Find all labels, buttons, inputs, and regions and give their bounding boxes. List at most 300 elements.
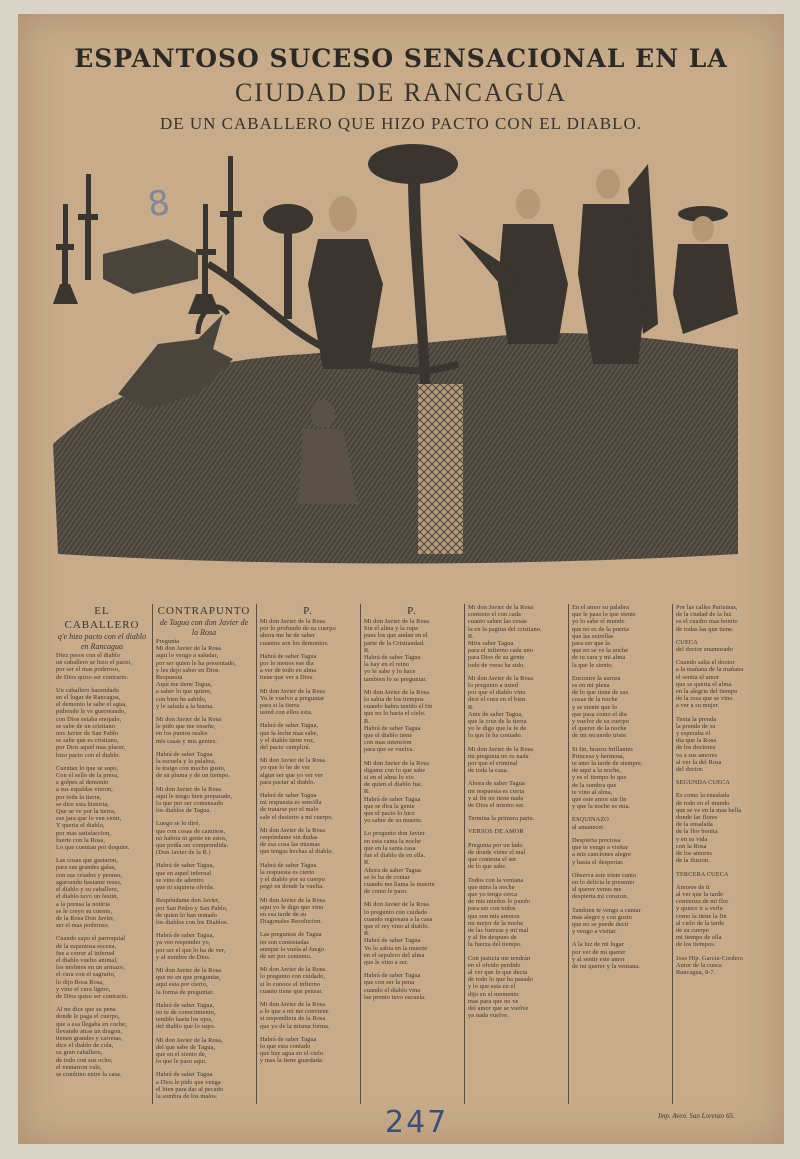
verse-line: yo lo sabe el mundo [572, 618, 625, 626]
verse-line: y vengo a visitar. [572, 928, 617, 936]
verse-line: la sombra de los malos. [156, 1092, 218, 1100]
verse-line: te vino al alma, [572, 788, 613, 796]
verse-line: su gran caballero, [56, 1049, 103, 1057]
verse-line: R. [364, 859, 370, 867]
verse-line: el sentia el amor [676, 673, 720, 681]
verse-line: Habrá de saber Tagua [260, 652, 317, 660]
verse-line: el diablo y su caballero, [56, 886, 119, 894]
verse-line: cuando regresara a la casa [364, 915, 433, 923]
verse-line: Habrá de saber Tagua [156, 750, 213, 758]
verse-line: dice el diablo de cola, [56, 1042, 114, 1050]
verse-line: y quiero ir a verla [676, 905, 723, 913]
verse-line: de donde viene el mal [468, 848, 526, 856]
verse-line: Cuando salia el doctor [676, 659, 735, 667]
verse-line: cuanto saben las cosas [468, 618, 527, 626]
verse-line: en los puntos reales [156, 730, 208, 738]
verse-line: pegó en donde la vuelta. [260, 883, 324, 891]
verse-line: pidiendo le ve guerreando, [56, 708, 126, 716]
verse-line: que yo tengo cerca [468, 890, 518, 898]
verse-line: las pronto tuvo escuela. [364, 993, 426, 1001]
column-rule [672, 604, 673, 1104]
verse-line: lo pregunto con cuidado, [260, 973, 326, 981]
verse-line: respóndame sin dudas [260, 834, 318, 842]
verse-line: le pido que me enseñe, [156, 723, 216, 731]
verse-line: Por las calles Parisinas, [676, 604, 738, 611]
verse-line: y al nombre de Dios. [156, 953, 211, 961]
verse-line: lo que esta contado [260, 1042, 311, 1050]
verse-line: Mi don Javier de la Rosa [260, 966, 326, 974]
verse-line: tienen grandes y carretas, [56, 1034, 123, 1042]
verse-line: y vino el cura ligero, [56, 985, 111, 993]
verse-line: Pregunta por un lado [468, 841, 523, 849]
broadside-sheet [18, 14, 784, 1144]
verse-line: Habrá de saber Tagua [364, 795, 421, 803]
verse-line: que no lo haria el cielo. [364, 710, 426, 718]
verse-line: en lo delicia le presento [572, 878, 635, 886]
verse-line: R. [468, 703, 474, 711]
verse-line: de todo lo que ha pasado [468, 976, 533, 984]
verse-line: a golpes al demonio [56, 779, 109, 787]
column-subheading: de Tagua con don Javier de la Rosa [159, 618, 249, 637]
verse-columns [56, 604, 768, 1104]
verse-line: al ver que la tarde [676, 890, 724, 898]
verse-line: Mi don Javier de la Rosa [468, 674, 534, 682]
column-2 [156, 604, 252, 1104]
verse-line: que la leche mas sabe, [260, 729, 319, 737]
verse-line: que a esa llegaba en coche, [56, 1020, 127, 1028]
verse-line: con la Rosa [676, 842, 707, 850]
verse-line: y mas la tiene guardada. [260, 1057, 324, 1065]
verse-line: el diablo tuvo un festin, [56, 893, 119, 901]
verse-line: de todo con sus ocho, [56, 1056, 113, 1064]
verse-line: en esta cama la noche [364, 837, 421, 845]
verse-line: con bien he sabido, [156, 695, 207, 703]
verse-line: y al sentir este amor [572, 955, 625, 963]
verse-line: lo que por ser comenzado [156, 800, 224, 808]
verse-line: SEGUNDA CUECA [676, 779, 730, 787]
verse-line: aunque la vuela al fuego [260, 945, 324, 953]
verse-line: del pacto cumplirá. [260, 744, 311, 752]
verse-line: se vino de adentro [156, 876, 204, 884]
verse-line: por San Pedro y San Pablo, [156, 904, 228, 912]
verse-line: al cielo de la tarde [676, 919, 725, 927]
verse-line: la prenda de su [676, 722, 716, 730]
verse-line: el demonio le sabe el agua, [56, 701, 127, 709]
verse-line: Mi don Javier de la Rosa [364, 618, 430, 625]
verse-line: la que le siento. [572, 661, 614, 669]
verse-line: nos Javier de San Pablo [56, 730, 119, 738]
verse-line: dice el cura en el bien. [468, 696, 528, 704]
verse-line: Despierta preciosa [572, 836, 621, 844]
verse-line: mas alegre y con gusto [572, 913, 632, 921]
verse-line: Habrá de saber Tagua [364, 654, 421, 662]
verse-line: Lo que cuentan por doquier. [56, 844, 130, 852]
verse-line: del que sabe de Tagua, [156, 1043, 216, 1051]
verse-line: donde las flores [676, 814, 718, 822]
verse-line: y vuelve de su cuerpo [572, 718, 630, 726]
verse-line: Diagonales Resolucion. [260, 918, 323, 926]
verse-line: para ser con todos [468, 905, 516, 913]
verse-line: todo de veras ha sido. [468, 661, 525, 669]
verse-line: Con el sello de la presa, [56, 772, 119, 780]
verse-line: el diablo vuelto animal, [56, 956, 118, 964]
verse-line: que te vengo a visitar [572, 844, 629, 852]
verse-line: aqui le tengo bien preparado, [156, 792, 233, 800]
verse-line: en la alegria del tiempo [676, 688, 738, 696]
verse-line: Diez pesos con el diablo [56, 652, 120, 659]
verse-line: usted con ellos esta. [260, 709, 313, 717]
verse-line: al ver que lo que decia [468, 968, 528, 976]
verse-line: de la flor bonita [676, 828, 718, 836]
verse-line: Lo pregunto don Javier [364, 830, 425, 838]
verse-line: Respuesta [156, 674, 183, 682]
verse-line: aqui lo vengo a saludar, [156, 652, 219, 660]
verse-line: mi mejor de la noche [468, 919, 524, 927]
verse-line: que en la santa casa [364, 844, 416, 852]
verse-line: la fuerza del tiempo. [468, 941, 522, 949]
verse-line: Luego se lo diré, [156, 820, 201, 828]
verse-line: por Dios aquel mas placer, [56, 744, 126, 752]
verse-line: lo dijo Rosa Rosa, [56, 978, 104, 986]
verse-line: por ser el que lo ha de ver, [156, 946, 226, 954]
verse-line: pues los que andan en el [364, 632, 428, 640]
verse-line: se combino entre la casa. [56, 1070, 122, 1078]
verse-line: del amor que se vuelve [468, 1004, 529, 1012]
verse-line: cosas de la noche [572, 696, 618, 704]
verse-line: Mi don Javier de la Rosa [260, 618, 326, 625]
verse-line: TERCERA CUECA [676, 870, 729, 878]
verse-line: del diablo que lo supo. [156, 1023, 216, 1031]
verse-line: de la ensalada [676, 821, 713, 829]
verse-line: Cuando supo el parroquial [56, 935, 126, 943]
column-4 [364, 604, 460, 1104]
verse-line: a lo que a mi me conviene [260, 1008, 329, 1016]
verse-line: con mas intencion [364, 739, 412, 747]
verse-line: que el diablo tiene [364, 732, 413, 740]
verse-line: A la luz de mi lugar [572, 941, 624, 949]
verse-line: digame con lo que sabe [364, 766, 426, 774]
verse-line: Las cosas que gastaron, [56, 857, 118, 865]
verse-line: Todos con la ventana [468, 876, 524, 884]
verse-line: Mi don Javier de la Rosa [156, 645, 222, 653]
verse-line: de la ciudad de la luz [676, 611, 732, 619]
verse-line: Mi don Javier de la Rosa [156, 785, 222, 793]
verse-line: y al fin despues de [468, 934, 517, 942]
verse-line: Habrá de saber Tagua [260, 861, 317, 869]
verse-line: R. [364, 788, 370, 796]
verse-line: de Dios el mismo ser. [468, 802, 525, 810]
verse-line: de ser por contento. [260, 952, 312, 960]
verse-line: es el cuadro mas bonito [676, 618, 738, 626]
verse-line: Jose Hip. Garcia-Cordero [676, 954, 743, 962]
verse-line: Mi don Javier de la Rosa [260, 896, 326, 904]
verse-line: yo le sabe y lo hace [364, 668, 416, 676]
verse-line: que la cruz de la tierra [468, 718, 527, 726]
verse-line: se le creyo su cuento, [56, 907, 113, 915]
verse-line: Habrá de saber Tagua [364, 972, 421, 980]
verse-line: de mi querer y la ventana. [572, 962, 640, 970]
verse-line: de lo que tiene de sus [572, 689, 629, 697]
verse-line: se sabe que es cristiano, [56, 737, 119, 745]
column-heading: P. [407, 605, 417, 617]
verse-line: que no es de la puerta [572, 625, 629, 633]
verse-line: de como le paso. [364, 888, 408, 896]
verse-line: que no se puede decir [572, 920, 629, 928]
verse-line: dijo en el momento [468, 990, 519, 998]
verse-line: a mis canciones alegre [572, 851, 632, 859]
verse-line: y al fin no tiene nada [468, 794, 524, 802]
verse-line: va a sus amores [676, 751, 718, 759]
verse-line: de las fuerzas y mi mal [468, 926, 529, 934]
verse-line: por lo profundo de su cuerpo [260, 625, 336, 633]
verse-line: Amores de ti [676, 883, 710, 891]
verse-line: que pasa como el dia [572, 710, 627, 718]
verse-line: de esa cosa las mismas [260, 841, 320, 849]
verse-line: por lo menos ese dia [260, 660, 314, 668]
verse-line: que se ve en la mas bella [676, 806, 742, 814]
verse-line: que yo de la misma forma. [260, 1022, 330, 1030]
verse-line: del doctor. [676, 766, 704, 774]
chest [103, 239, 198, 294]
verse-line: a saber lo que quiere, [156, 688, 212, 696]
verse-line: fue a correr al infernal [56, 949, 115, 957]
verse-line: Ahora de saber Tagua [468, 780, 525, 788]
verse-line: se lo ha de contar [364, 873, 410, 881]
verse-line: mis casas y mis gentes. [156, 737, 217, 745]
verse-line: tiene que ver a Dios. [260, 674, 315, 682]
verse-line: no habria ni gente en estos, [156, 834, 228, 842]
verse-line: Un caballero hacendado [56, 686, 120, 694]
verse-line: Habrá de saber Tagua [260, 792, 317, 800]
verse-line: para pactar al diablo. [260, 778, 315, 786]
verse-line: dia que la Rosa [676, 737, 717, 745]
verse-line: que el rey vino al diablo. [364, 922, 430, 930]
verse-line: de su cuerpo [676, 926, 710, 934]
verse-line: Tambien te vengo a cantar [572, 906, 641, 914]
verse-line: mas para que no ve [468, 997, 519, 1005]
verse-line: Habrá de saber Tagua, [156, 1001, 215, 1009]
verse-line: yo sabre de su muerte. [364, 817, 423, 825]
verse-line: Es como la ensalada [676, 792, 730, 800]
verse-line: a ver de todo en alma [260, 667, 317, 675]
verse-line: es en mi plena [572, 682, 610, 690]
verse-line: mi respuesta es sencilla [260, 799, 322, 807]
verse-line: por ser quien le ha presentado, [156, 659, 237, 667]
verse-line: llevando atras un dragon, [56, 1027, 123, 1035]
verse-line: En el amor su palabra [572, 604, 630, 611]
verse-line: para si la tierra [260, 702, 300, 710]
verse-line: sale el desierto a mi cuerpo. [260, 813, 334, 821]
verse-line: CUECA [676, 638, 698, 646]
verse-line: Ahora de saber Tagua [364, 866, 421, 874]
verse-line: Mi don Javier de la Rosa [364, 688, 430, 696]
verse-line: el bien para dar al pecado [156, 1085, 224, 1093]
verse-line: Aqui me tiene Tagua, [156, 681, 212, 689]
headline-line-2: CIUDAD DE RANCAGUA [234, 78, 568, 107]
verse-line: que le pasa lo que siente [572, 611, 636, 619]
verse-line: Habrá de saber Tagua, [156, 862, 215, 870]
headline-line-3: DE UN CABALLERO QUE HIZO PACTO CON EL DIABLO. [159, 114, 643, 133]
verse-line: cuantos son los demonios. [260, 639, 329, 647]
verse-line: de toda la casa. [468, 767, 509, 775]
verse-line: le traigo con mucho gusto, [156, 765, 226, 773]
verse-line: Habrá de saber Tagua [364, 724, 421, 732]
verse-line: VERSOS DE AMOR [468, 828, 524, 836]
column-heading: EL CABALLERO [64, 605, 140, 631]
verse-line: que mira la noche [468, 883, 515, 891]
verse-line: fue el diablo de en ella. [364, 852, 426, 860]
verse-line: no son contestadas [260, 938, 310, 946]
column-1 [56, 604, 148, 1104]
verse-line: por ver de mi querer [572, 948, 626, 956]
verse-line: con Dios estaba enojado, [56, 715, 122, 723]
verse-line: lo que le paso aqui. [156, 1058, 207, 1066]
verse-line: Autor de la cueca [676, 961, 722, 969]
verse-line: que en el siento de, [156, 1050, 207, 1058]
verse-line: la respuesta es cierto [260, 868, 315, 876]
column-subheading: q'e hizo pacto con el diablo en Rancagua [57, 632, 147, 651]
verse-line: de la Rosa Don Javier, [56, 914, 115, 922]
verse-line: por toda la tierra, [56, 793, 102, 801]
verse-line: de los doctores [676, 744, 716, 752]
verse-line: el querer de la noche [572, 725, 627, 733]
verse-line: Encontre la aurora [572, 674, 621, 682]
verse-line: del doctor enamorado [676, 646, 733, 654]
verse-line: de aqui a la noche, [572, 767, 621, 775]
verse-line: para Dios de su gente [468, 654, 525, 662]
verse-line: y lo que esta en el [468, 983, 516, 991]
verse-line: el cura con el sagrario, [56, 971, 116, 979]
verse-line: Y queria el diablo, [56, 822, 105, 830]
verse-line: Respóndame don Javier, [156, 897, 220, 905]
verse-line: a sus espaldas vieron, [56, 786, 113, 794]
column-5 [468, 604, 564, 1104]
verse-line: de su pluma y de un tiempo. [156, 772, 230, 780]
verse-line: y que la noche es mia. [572, 803, 631, 811]
verse-line: Que se ve por la tierra, [56, 808, 116, 816]
column-rule [568, 604, 569, 1104]
verse-line: que hay agua en el cielo [260, 1050, 324, 1058]
verse-line: de los amores [676, 850, 712, 858]
column-3 [260, 604, 356, 1104]
verse-line: por que el diablo vino [468, 689, 526, 697]
verse-line: a ver a su mujer. [676, 702, 720, 710]
verse-line: Mi don Javier de la Rosa [364, 759, 430, 767]
verse-line: a la prensa la noticia [56, 900, 110, 908]
column-rule [464, 604, 465, 1104]
verse-line: de todo en el mundo [676, 799, 730, 807]
verse-line: mi respuesta es cierta [468, 787, 525, 795]
verse-line: los diablos de Tagua. [156, 807, 212, 815]
verse-line: que ni siquiera olvida. [156, 884, 215, 892]
verse-line: para ser que la [572, 640, 611, 648]
verse-line: que no se ve la noche [572, 647, 629, 655]
verse-line: lo pregunto a usted [468, 682, 518, 690]
verse-line: ese jara que lo ven venir, [56, 815, 122, 823]
verse-line: tambien lo se preguntar. [364, 675, 427, 683]
column-heading: P. [303, 605, 313, 617]
verse-line: R. [364, 646, 370, 654]
verse-line: ESQUINAZO [572, 816, 609, 824]
verse-line: te amo la tarde de siempre, [572, 760, 643, 768]
verse-line: que en aquel infernal [156, 869, 212, 877]
verse-line: parte de la Cristiandad. [364, 639, 425, 647]
verse-line: comienza de mi flor [676, 898, 729, 906]
guitar-player [458, 189, 568, 344]
verse-line: que tengas hechas al diablo. [260, 848, 334, 856]
verse-line: aqui yo le digo que vino [260, 903, 324, 911]
verse-line: para que se vuelva. [364, 746, 415, 754]
verse-line: que las estrellas [572, 632, 614, 640]
verse-line: Mi don Javier de la Rosa [260, 1000, 326, 1008]
verse-line: de Dios quiso ser contrario. [56, 992, 129, 1000]
verse-line: cuanto tiene que pensar. [260, 987, 323, 995]
verse-line: al querer venus me [572, 886, 622, 894]
verse-line: Habrá de saber Tagua [156, 1071, 213, 1079]
verse-line: lo que le ha contado. [468, 732, 523, 740]
headline-line-1: ESPANTOSO SUCESO SENSACIONAL EN LA [74, 44, 728, 73]
verse-line: Sin el alma y la ropa [364, 625, 419, 633]
verse-line: Las preguntas de Tagua [260, 931, 322, 939]
verse-line: que este amor sin fin [572, 796, 627, 804]
verse-line: que podía ser comprendida. [156, 842, 229, 850]
verse-line: a Dios le pido que venga [156, 1078, 221, 1086]
verse-line: cuando me llama la muerte [364, 880, 435, 888]
verse-line: y el diablo tiene voz, [260, 736, 315, 744]
verse-line: Habrá de saber Tagua, [260, 722, 319, 730]
verse-line: que se queria el alma [676, 680, 732, 688]
verse-line: temblo hasta los ojos, [156, 1016, 213, 1024]
verse-line: y es el tiempo lo que [572, 774, 627, 782]
column-rule [256, 604, 257, 1104]
verse-line: y el diablo por su cuerpo [260, 876, 325, 884]
verse-line: como la tiene la fin [676, 912, 727, 920]
fence-grid [418, 384, 463, 554]
small-tree [263, 204, 313, 319]
verse-line: de tratarse por el malo [260, 806, 319, 814]
verse-line: donde le paga el cuerpo, [56, 1013, 120, 1021]
verse-line: y se siente que lo [572, 703, 618, 711]
column-7 [676, 604, 768, 1104]
verse-line: Habrá de saber Tagua [260, 1035, 317, 1043]
verse-line: de la ilusion. [676, 857, 710, 865]
verse-line: ya veo responder yo, [156, 939, 211, 947]
verse-line: por ser el mas poderoso, [56, 666, 120, 674]
verse-line: hizo pacto con el diablo. [56, 751, 121, 759]
verse-line: la escuela y la palabra, [156, 758, 216, 766]
verse-line: de mi recuerdo triste. [572, 732, 628, 740]
verse-line: si lo conoce el infierno [260, 980, 321, 988]
verse-line: no te de conocimiento, [156, 1008, 216, 1016]
verse-line: R. [364, 717, 370, 725]
archive-stamp-number: 247 [385, 1105, 449, 1140]
verse-line: lo pregunto con cuidado [364, 908, 428, 916]
column-rule [360, 604, 361, 1104]
verse-line: mi tiempo de ella [676, 934, 722, 942]
verse-line: y le saluda a la buena. [156, 702, 214, 710]
verse-line: Mi don Javier de la Rosa [468, 745, 534, 753]
verse-line: R. [468, 632, 474, 640]
verse-line: Cuentan lo que se supo, [56, 764, 119, 772]
verse-line: Mi don Javier de la Rosa [156, 716, 222, 724]
verse-line: el ventarron vale, [56, 1063, 102, 1071]
verse-line: en el olvido perdido [468, 961, 521, 969]
verse-line: Al no dice que su pena [56, 1006, 116, 1014]
verse-line: que con cosas de caminos, [156, 827, 226, 835]
verse-line: despierta mi corazon. [572, 893, 629, 901]
column-rule [152, 604, 153, 1104]
verse-line: de la espantosa escena, [56, 942, 117, 950]
